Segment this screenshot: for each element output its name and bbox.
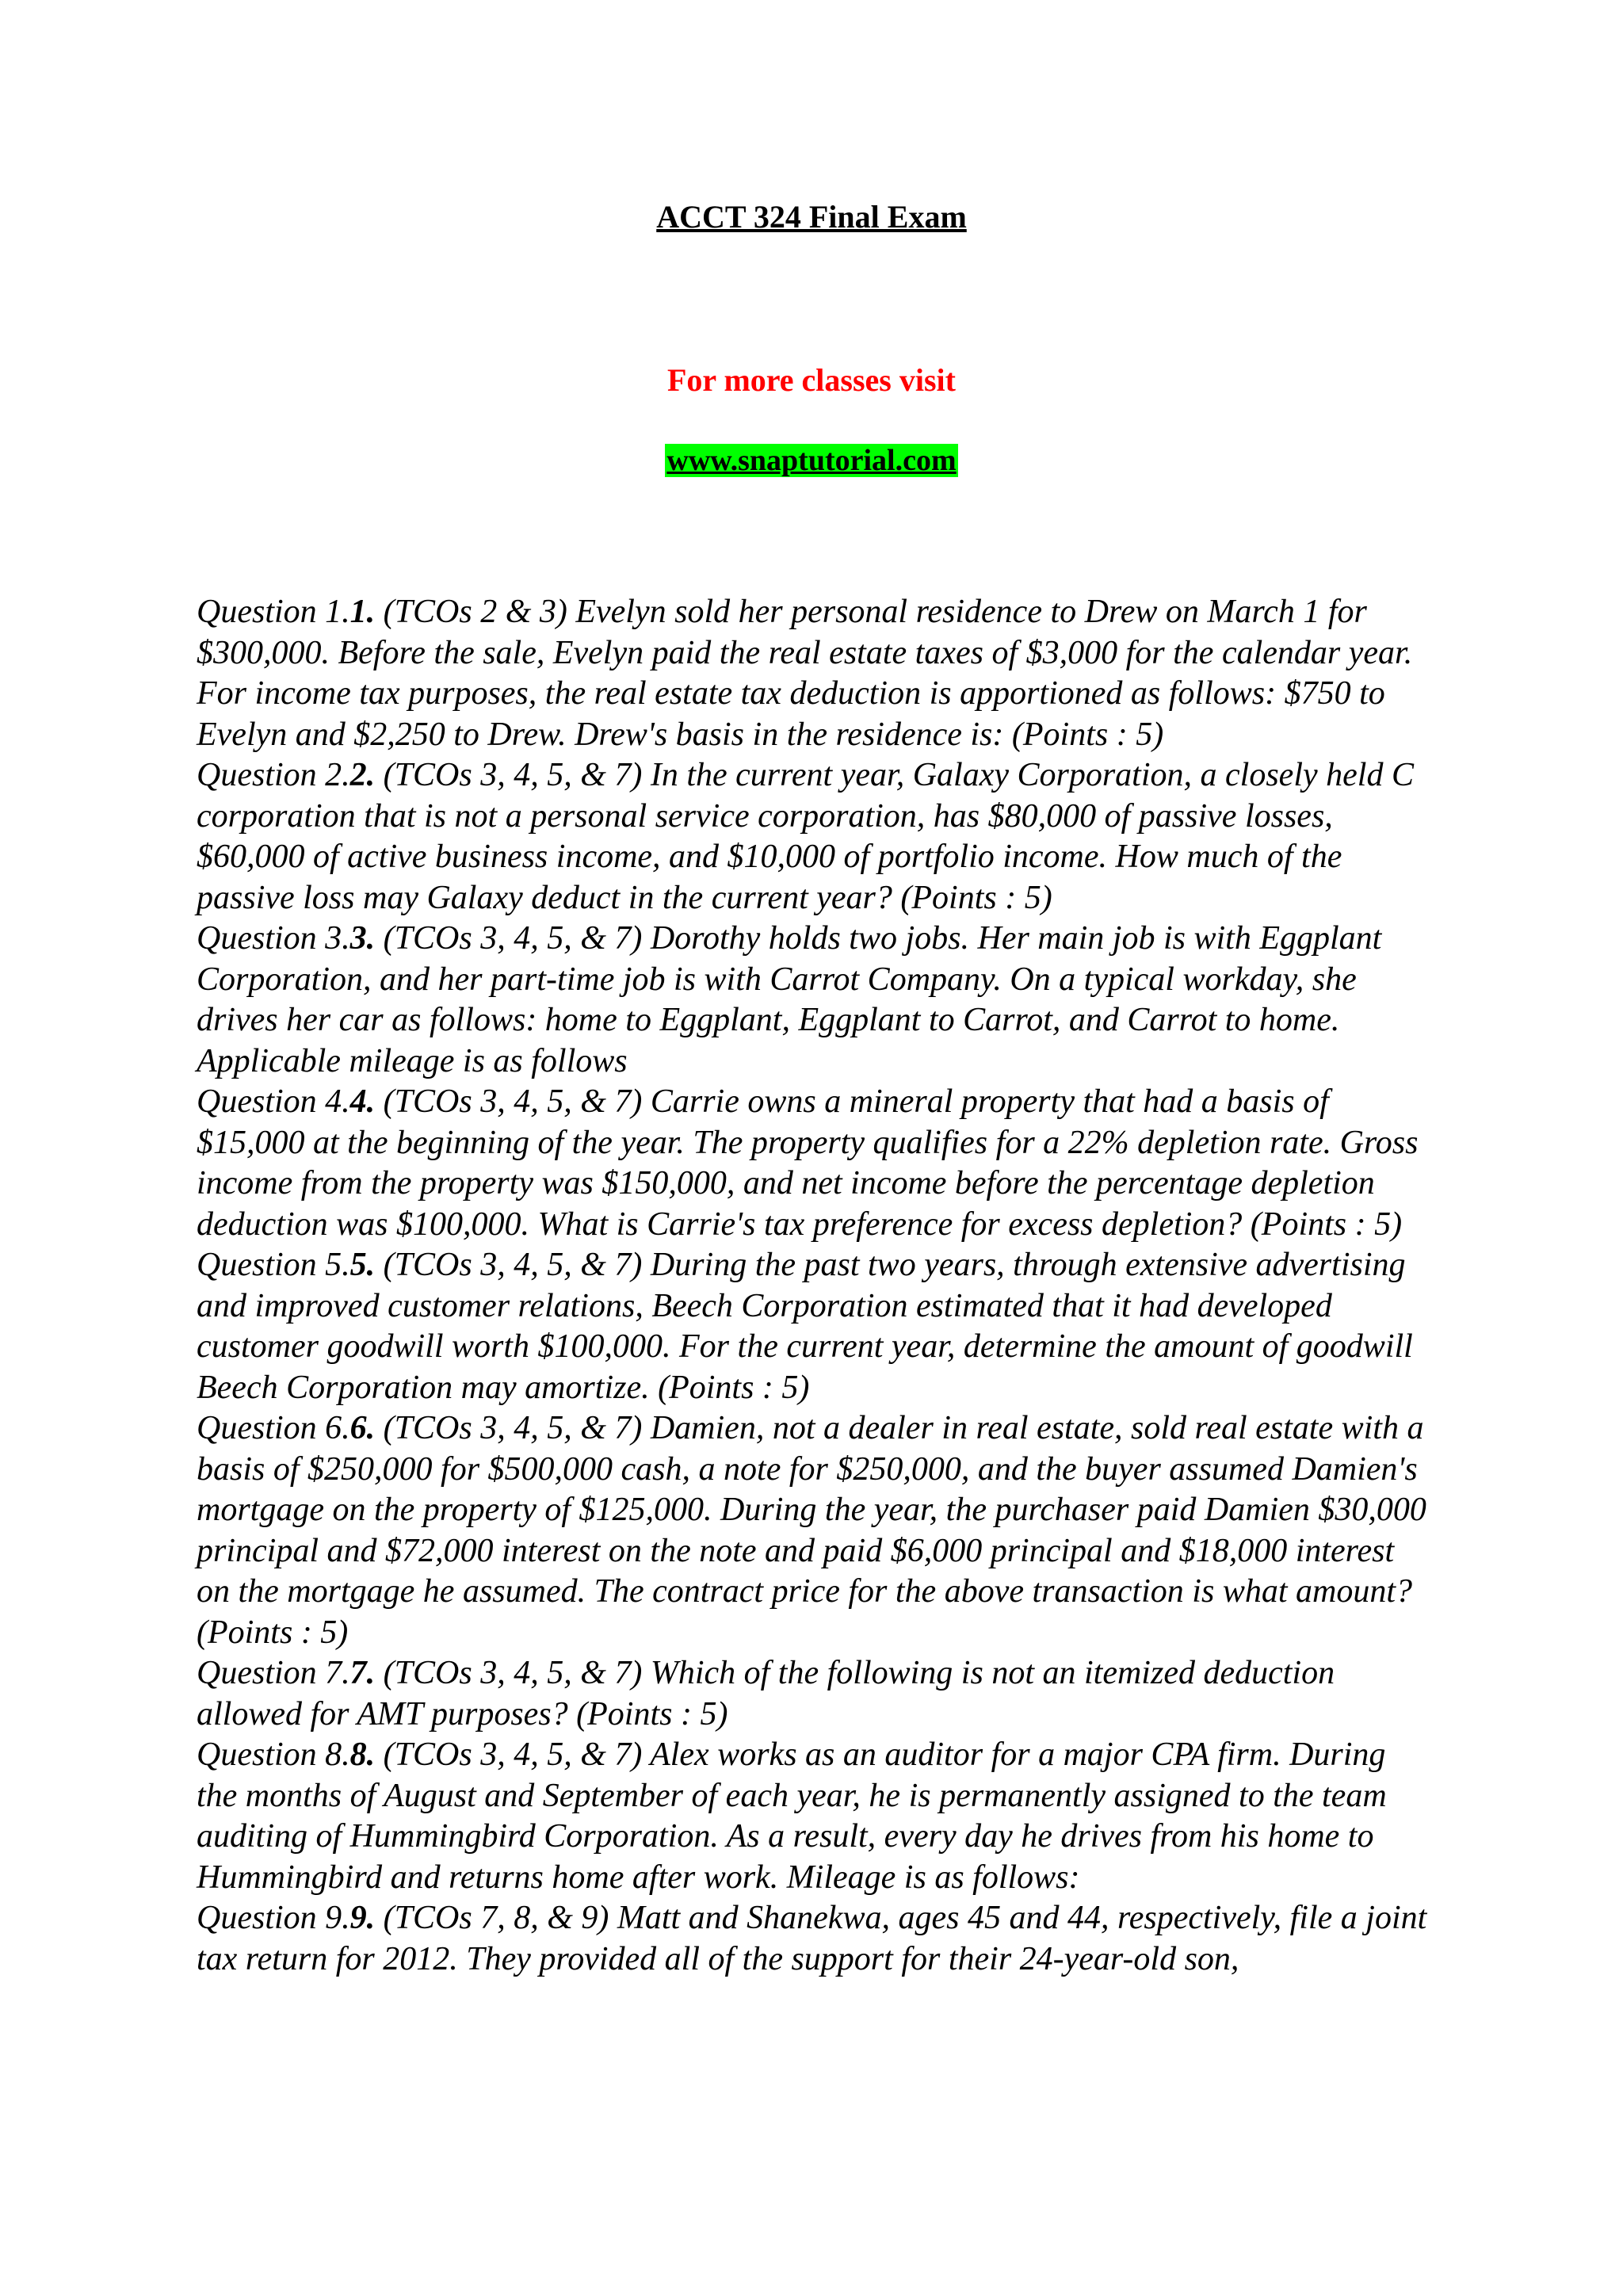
question-number: 9. <box>349 1900 376 1936</box>
question-prefix: Question 4. <box>197 1083 350 1120</box>
question-9 <box>197 1898 1433 1980</box>
question-5 <box>197 1245 1433 1408</box>
question-text: (TCOs 3, 4, 5, & 7) Carrie owns a mineral property that had a basis of $15,000 at the beginning of the year. The property qualifies for a 22% depletion rate. Gross income from the property was $150,000, and net income before the percentage depletion deduction was $100,000. What is Carrie's tax preference for excess depletion? (Points : 5) <box>197 1083 1419 1243</box>
question-list <box>197 592 1433 1980</box>
question-text: (TCOs 3, 4, 5, & 7) Alex works as an auditor for a major CPA firm. During the months of August and September of each year, he is permanently assigned to the team auditing of Hummingbird Corporation. As a result, every day he drives from his home to Hummingbird and returns home after work. Mileage is as follows: <box>197 1736 1387 1896</box>
question-text: (TCOs 3, 4, 5, & 7) In the current year, Galaxy Corporation, a closely held C corporation that is not a personal service corporation, has $80,000 of passive losses, $60,000 of active business income, and $10,000 of portfolio income. How much of the passive loss may Galaxy deduct in the current year? (Points : 5) <box>197 757 1414 916</box>
website-link[interactable]: www.snaptutorial.com <box>666 444 957 477</box>
question-prefix: Question 5. <box>197 1247 350 1283</box>
question-prefix: Question 7. <box>197 1655 350 1691</box>
question-number: 3. <box>349 920 376 957</box>
question-prefix: Question 2. <box>197 757 350 793</box>
question-prefix: Question 8. <box>197 1736 350 1773</box>
question-number: 5. <box>349 1247 376 1283</box>
question-number: 8. <box>349 1736 376 1773</box>
question-text: (TCOs 3, 4, 5, & 7) During the past two years, through extensive advertising and improved customer relations, Beech Corporation estimated that it had developed customer goodwill worth $100,000. For the current year, determine the amount of goodwill Beech Corporation may amortize. (Points : 5) <box>197 1247 1413 1406</box>
question-text: (TCOs 3, 4, 5, & 7) Damien, not a dealer in real estate, sold real estate with a basis of $250,000 for $500,000 cash, a note for $250,000, and the buyer assumed Damien's mortgage on the property of $125,000. During the year, the purchaser paid Damien $30,000 principal and $72,000 interest on the note and paid $6,000 principal and $18,000 interest on the mortgage he assumed. The contract price for the above transaction is what amount? (Points : 5) <box>197 1410 1426 1651</box>
question-text: (TCOs 2 & 3) Evelyn sold her personal residence to Drew on March 1 for $300,000. Before the sale, Evelyn paid the real estate taxes of $3,000 for the calendar year. For income tax purposes, the real estate tax deduction is apportioned as follows: $750 to Evelyn and $2,250 to Drew. Drew's basis in the residence is: (Points : 5) <box>197 594 1413 753</box>
question-number: 1. <box>349 594 376 630</box>
question-text: (TCOs 3, 4, 5, & 7) Dorothy holds two jobs. Her main job is with Eggplant Corporation, and her part-time job is with Carrot Company. On a typical workday, she drives her car as follows: home to Eggplant, Eggplant to Carrot, and Carrot to home. Applicable mileage is as follows <box>197 920 1382 1079</box>
promo-text: For more classes visit <box>666 362 956 398</box>
question-number: 6. <box>349 1410 376 1446</box>
question-prefix: Question 1. <box>197 594 350 630</box>
question-text: (TCOs 3, 4, 5, & 7) Which of the following is not an itemized deduction allowed for AMT purposes? (Points : 5) <box>197 1655 1335 1733</box>
question-prefix: Question 3. <box>197 920 350 957</box>
question-1 <box>197 592 1433 755</box>
question-3 <box>197 919 1433 1082</box>
question-7 <box>197 1653 1433 1735</box>
document-title-text: ACCT 324 Final Exam <box>656 199 967 235</box>
question-prefix: Question 6. <box>197 1410 350 1446</box>
question-8 <box>197 1735 1433 1898</box>
question-2 <box>197 755 1433 919</box>
question-number: 7. <box>349 1655 376 1691</box>
website-line <box>0 441 1623 480</box>
question-number: 2. <box>349 757 376 793</box>
question-prefix: Question 9. <box>197 1900 350 1936</box>
question-4 <box>197 1082 1433 1245</box>
question-number: 4. <box>349 1083 376 1120</box>
question-text: (TCOs 7, 8, & 9) Matt and Shanekwa, ages 45 and 44, respectively, file a joint tax return for 2012. They provided all of the support for their 24-year-old son, <box>197 1900 1427 1977</box>
document-title <box>0 197 1623 238</box>
question-6 <box>197 1408 1433 1653</box>
